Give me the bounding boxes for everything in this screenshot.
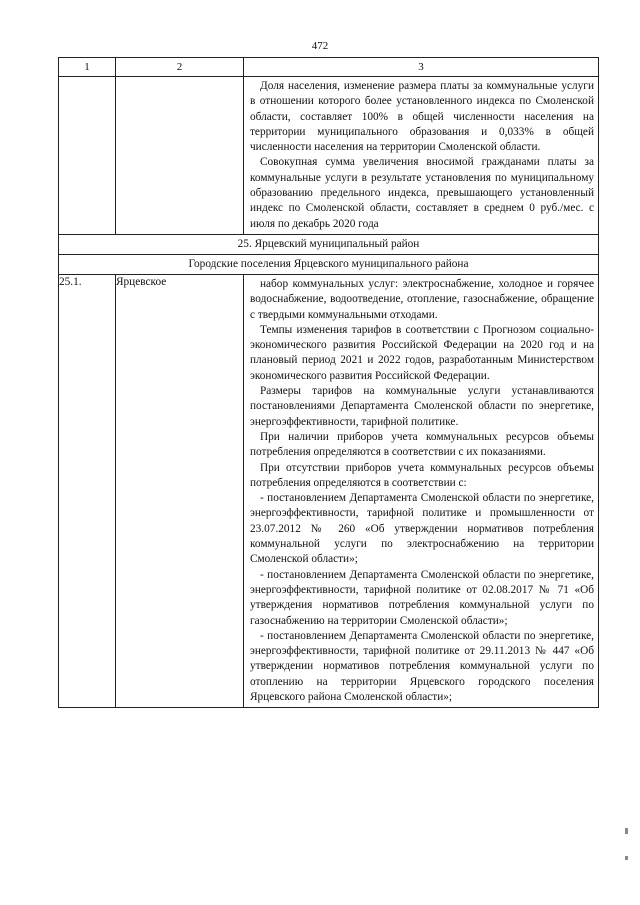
paragraph: - постановлением Департамента Смоленской области по энергетике, энергоэффективности, тарифной политике и промышленности от 23.07.2012 № 260 «Об утверждении нормативов потребления коммунальной услуги по электроснабжению на территории Смоленской области»; — [250, 492, 594, 566]
empty-number-cell — [59, 77, 116, 235]
paragraph: При наличии приборов учета коммунальных ресурсов объемы потребления определяются в соответствии с их показаниями. — [250, 430, 594, 459]
entry-description-cell — [244, 274, 599, 707]
paragraph: - постановлением Департамента Смоленской области по энергетике, энергоэффективности, тарифной политике от 02.08.2017 № 71 «Об утверждения нормативов потребления коммунальной услуги по газоснабжению на территории Смоленской области»; — [250, 568, 594, 627]
paragraph: - постановлением Департамента Смоленской области по энергетике, энергоэффективности, тарифной политике от 29.11.2013 № 447 «Об утверждении нормативов потребления коммунальной услуги по отоплению на территории Ярцевского городского поселения Ярцевского района Смоленской области»; — [250, 629, 594, 703]
entry-number: 25.1. — [59, 274, 116, 707]
paragraph: Темпы изменения тарифов в соответствии с Прогнозом социально-экономического развития Российской Федерации на 2020 год и на плановый период 2021 и 2022 годов, разработанным Министерством экономического развития Российской Федерации. — [250, 323, 594, 382]
paragraph: Совокупная сумма увеличения вносимой гражданами платы за коммунальные услуги в результате установления по муниципальному образованию предельного индекса, превышающего установленный индекс по Смоленской области, составляет в среднем 0 руб./мес. с июля по декабрь 2020 года — [250, 156, 594, 230]
scan-margin-mark — [625, 828, 628, 834]
column-header-2: 2 — [116, 58, 244, 77]
table-row-continuation — [59, 77, 599, 235]
scan-margin-mark — [625, 856, 628, 860]
table-row-entry — [59, 274, 599, 707]
empty-name-cell — [116, 77, 244, 235]
column-header-3: 3 — [244, 58, 599, 77]
paragraph: набор коммунальных услуг: электроснабжение, холодное и горячее водоснабжение, водоотведение, отопление, газоснабжение, обращение с твердыми коммунальными отходами. — [250, 277, 594, 321]
paragraph: Размеры тарифов на коммунальные услуги устанавливаются постановлениями Департамента Смоленской области по энергетике, энергоэффективности, тарифной политике. — [250, 385, 594, 428]
document-table — [58, 57, 599, 708]
section-row — [59, 234, 599, 254]
page-number: 472 — [311, 40, 329, 52]
column-header-1: 1 — [59, 58, 116, 77]
table-header-row — [59, 58, 599, 77]
paragraph: Доля населения, изменение размера платы за коммунальные услуги в отношении которого более установленного индекса по Смоленской области, составляет 100% в общей численности населения на территории муниципального образования и 0,033% в общей численности населения на территории Смоленской области. — [250, 80, 594, 154]
entry-name: Ярцевское — [116, 274, 244, 707]
subsection-row — [59, 254, 599, 274]
subsection-title: Городские поселения Ярцевского муниципального района — [59, 254, 599, 274]
description-cell — [244, 77, 599, 235]
section-title: 25. Ярцевский муниципальный район — [59, 234, 599, 254]
paragraph: При отсутствии приборов учета коммунальных ресурсов объемы потребления определяются в соответствии с: — [250, 461, 594, 489]
